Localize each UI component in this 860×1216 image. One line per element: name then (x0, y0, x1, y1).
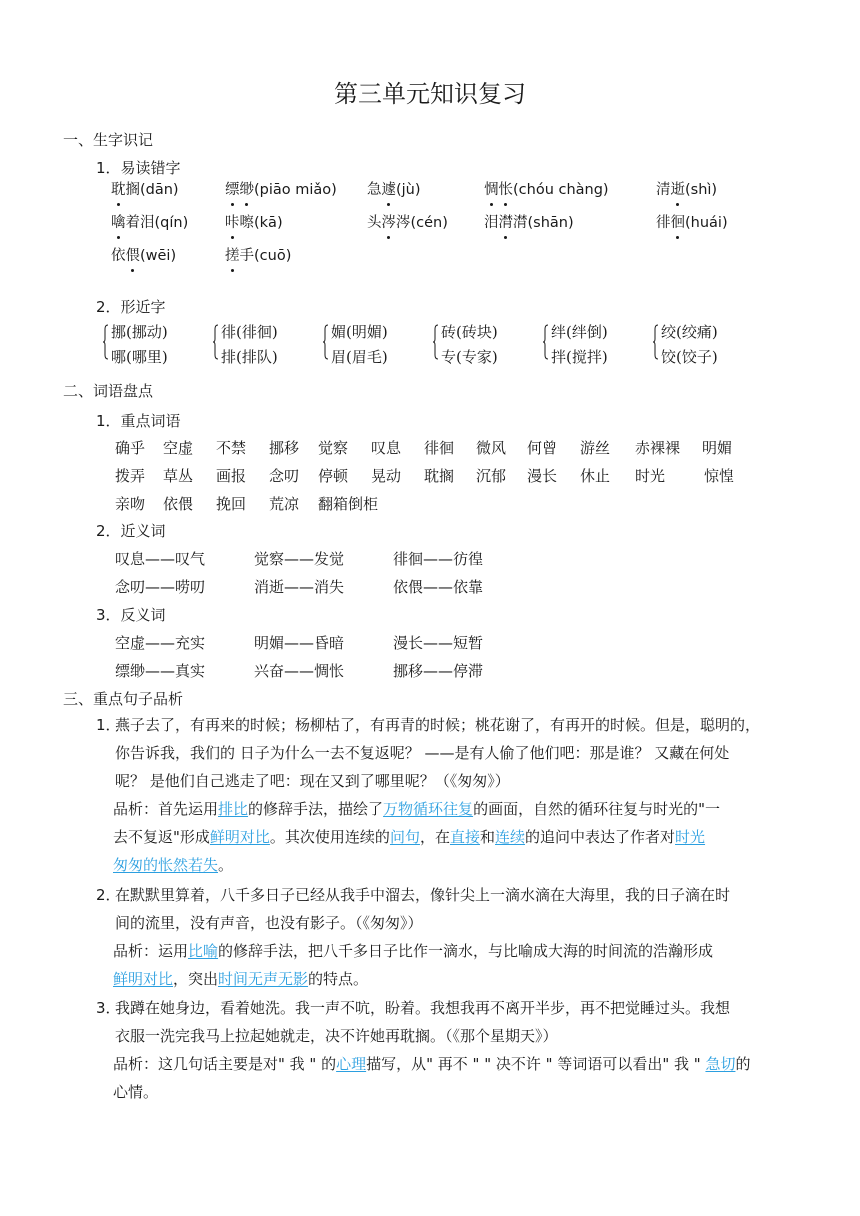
analysis-text: 去不复返"形成 (113, 828, 210, 846)
sentence-number: 2． (96, 886, 121, 904)
key-word: 漫长 (527, 467, 558, 485)
char-pinyin: (piāo miǎo) (254, 182, 337, 198)
dotted-char: 噙 (111, 215, 126, 231)
analysis-text: 品析：这几句话主要是对" 我 " 的 (113, 1055, 337, 1073)
char-pinyin: 潸(shān) (513, 215, 574, 231)
key-word: 挪移 (269, 439, 300, 457)
similar-char-b: 排(排队) (221, 348, 278, 366)
dotted-char: 缈 (239, 182, 254, 198)
synonym-pair: 依偎——依靠 (393, 578, 484, 596)
dotted-char: 惆 (484, 182, 499, 198)
similar-char-b: 眉(眉毛) (331, 348, 388, 366)
sentence-line: 衣服一洗完我马上拉起她就走，决不许她再耽搁。（《那个星期天》） (115, 1027, 558, 1045)
misread-char-item (225, 180, 337, 200)
char-text: 急 (367, 182, 382, 198)
misread-char-item (656, 180, 717, 200)
highlight-keyword: 时间无声无影 (218, 970, 309, 988)
char-pinyin: 手(cuō) (239, 248, 292, 264)
dotted-char: 搓 (225, 248, 240, 264)
analysis-line (113, 965, 368, 993)
similar-char-b: 哪(哪里) (111, 348, 168, 366)
key-word: 沉郁 (476, 467, 507, 485)
similar-char-a: 绊(绊倒) (551, 323, 608, 341)
char-pinyin: 涔(cén) (396, 215, 448, 231)
antonym-pair: 挪移——停滞 (393, 662, 484, 680)
antonym-pair: 明媚——昏暗 (254, 634, 345, 652)
key-word: 不禁 (216, 439, 247, 457)
analysis-text: 描写，从" 再不 " " 决不许 " 等词语可以看出" 我 " (366, 1055, 706, 1073)
analysis-text: 心情。 (113, 1083, 159, 1101)
char-pinyin: 嚓(kā) (239, 215, 283, 231)
analysis-line (113, 851, 233, 879)
dotted-char: 缥 (225, 182, 240, 198)
antonym-pair: 兴奋——惆怅 (254, 662, 345, 680)
subheading-similar-chars: 2．形近字 (96, 298, 166, 316)
key-word: 游丝 (580, 439, 611, 457)
key-word: 拨弄 (115, 467, 146, 485)
key-word: 草丛 (163, 467, 194, 485)
key-word: 耽搁 (424, 467, 455, 485)
sentence-line: 燕子去了，有再来的时候；杨柳枯了，有再青的时候；桃花谢了，有再开的时候。但是，聪明的， (115, 716, 761, 734)
analysis-text: ，突出 (173, 970, 219, 988)
sentence-line: 呢？ 是他们自己逃走了吧：现在又到了哪里呢？（《匆匆》） (115, 772, 510, 790)
sentence-line: 我蹲在她身边，看着她洗。我一声不吭，盼着。我想我再不离开半步，再不把觉睡过头。我想 (115, 999, 731, 1017)
char-text: 依 (111, 248, 126, 264)
highlight-keyword: 急切 (705, 1055, 736, 1073)
analysis-text: 。其次使用连续的 (269, 828, 390, 846)
highlight-keyword: 匆匆的怅然若失 (113, 856, 219, 874)
misread-char-item (225, 246, 291, 266)
key-word: 画报 (216, 467, 247, 485)
char-text: 头 (367, 215, 382, 231)
brace-icon (543, 324, 549, 360)
key-word: 晃动 (371, 467, 402, 485)
analysis-text: 的追问中表达了作者对 (525, 828, 676, 846)
dotted-char: 徊 (670, 215, 685, 231)
key-word: 徘徊 (424, 439, 455, 457)
sentence-line: 在默默里算着，八千多日子已经从我手中溜去，像针尖上一滴水滴在大海里，我的日子滴在时 (115, 886, 731, 904)
misread-char-item (111, 213, 188, 233)
highlight-keyword: 问句 (389, 828, 420, 846)
sentence-number: 3． (96, 999, 121, 1017)
misread-char-item (367, 180, 421, 200)
similar-char-b: 饺(饺子) (661, 348, 718, 366)
dotted-char: 逝 (670, 182, 685, 198)
char-text: 徘 (656, 215, 671, 231)
misread-char-item (484, 180, 609, 200)
sentence-number: 1． (96, 716, 121, 734)
key-word: 空虚 (163, 439, 194, 457)
similar-char-a: 砖(砖块) (441, 323, 498, 341)
section-heading-1: 一、生字识记 (63, 131, 154, 149)
dotted-char: 偎 (125, 248, 140, 264)
char-text: 泪 (484, 215, 499, 231)
misread-char-item (656, 213, 728, 233)
antonym-pair: 漫长——短暂 (393, 634, 484, 652)
highlight-keyword: 排比 (218, 800, 249, 818)
analysis-text: 品析：运用 (113, 942, 189, 960)
key-word: 确乎 (115, 439, 146, 457)
section-heading-3: 三、重点句子品析 (63, 690, 184, 708)
char-pinyin: (shì) (685, 182, 718, 198)
dotted-char: 耽 (111, 182, 126, 198)
subheading-synonyms: 2．近义词 (96, 522, 166, 540)
highlight-keyword: 直接 (449, 828, 480, 846)
highlight-keyword: 比喻 (188, 942, 219, 960)
dotted-char: 怅 (498, 182, 513, 198)
key-word: 休止 (580, 467, 611, 485)
similar-char-b: 拌(搅拌) (551, 348, 608, 366)
analysis-text: ，在 (419, 828, 450, 846)
analysis-line (113, 795, 720, 823)
synonym-pair: 念叨——唠叨 (115, 578, 206, 596)
analysis-text: 的画面，自然的循环往复与时光的"一 (473, 800, 720, 818)
char-pinyin: 搁(dān) (125, 182, 179, 198)
antonym-pair: 缥缈——真实 (115, 662, 206, 680)
similar-char-a: 挪(挪动) (111, 323, 168, 341)
key-word: 念叨 (269, 467, 300, 485)
misread-char-item (111, 246, 176, 266)
sentence-line: 间的流里，没有声音，也没有影子。（《匆匆》） (115, 914, 423, 932)
key-word: 翻箱倒柜 (318, 495, 379, 513)
key-word: 依偎 (163, 495, 194, 513)
char-pinyin: 着泪(qín) (125, 215, 189, 231)
brace-icon (213, 324, 219, 360)
highlight-keyword: 心理 (336, 1055, 367, 1073)
similar-char-b: 专(专家) (441, 348, 498, 366)
highlight-keyword: 万物循环往复 (383, 800, 474, 818)
synonym-pair: 消逝——消失 (254, 578, 345, 596)
subheading-key-words: 1．重点词语 (96, 412, 181, 430)
synonym-pair: 叹息——叹气 (115, 550, 206, 568)
key-word: 荒凉 (269, 495, 300, 513)
char-pinyin: (chóu chàng) (513, 182, 609, 198)
key-word: 觉察 (318, 439, 349, 457)
dotted-char: 涔 (381, 215, 396, 231)
highlight-keyword: 连续 (495, 828, 526, 846)
key-word: 挽回 (216, 495, 247, 513)
synonym-pair: 觉察——发觉 (254, 550, 345, 568)
key-word: 叹息 (371, 439, 402, 457)
brace-icon (433, 324, 439, 360)
analysis-line (113, 937, 713, 965)
key-word: 何曾 (527, 439, 558, 457)
synonym-pair: 徘徊——彷徨 (393, 550, 484, 568)
key-word: 微风 (476, 439, 507, 457)
analysis-line (113, 1050, 750, 1078)
brace-icon (653, 324, 659, 360)
char-pinyin: (huái) (685, 215, 728, 231)
key-word: 赤裸裸 (635, 439, 681, 457)
sentence-line: 你告诉我，我们的 日子为什么一去不复返呢？ ——是有人偷了他们吧：那是谁？ 又藏在何处 (115, 744, 730, 762)
misread-char-item (484, 213, 574, 233)
misread-char-item (225, 213, 283, 233)
key-word: 停顿 (318, 467, 349, 485)
char-pinyin: (jù) (396, 182, 421, 198)
highlight-keyword: 鲜明对比 (209, 828, 270, 846)
similar-char-a: 绞(绞痛) (661, 323, 718, 341)
dotted-char: 潸 (498, 215, 513, 231)
analysis-line (113, 823, 705, 851)
brace-icon (323, 324, 329, 360)
analysis-text: 和 (479, 828, 495, 846)
antonym-pair: 空虚——充实 (115, 634, 206, 652)
analysis-text: 的特点。 (308, 970, 369, 988)
misread-char-item (111, 180, 179, 200)
analysis-text: 的修辞手法，描绘了 (248, 800, 384, 818)
brace-icon (103, 324, 109, 360)
section-heading-2: 二、词语盘点 (63, 382, 154, 400)
page-title: 第三单元知识复习 (334, 80, 526, 108)
analysis-line (113, 1078, 158, 1106)
similar-char-a: 徘(徘徊) (221, 323, 278, 341)
analysis-text: 的修辞手法，把八千多日子比作一滴水，与比喻成大海的时间流的浩瀚形成 (218, 942, 714, 960)
similar-char-a: 媚(明媚) (331, 323, 388, 341)
key-word: 时光 (635, 467, 666, 485)
analysis-text: 品析：首先运用 (113, 800, 219, 818)
subheading-easy-misread: 1．易读错字 (96, 159, 181, 177)
subheading-antonyms: 3．反义词 (96, 606, 166, 624)
analysis-text: 的 (735, 1055, 751, 1073)
char-pinyin: (wēi) (140, 248, 177, 264)
key-word: 惊惶 (704, 467, 735, 485)
misread-char-item (367, 213, 448, 233)
dotted-char: 咔 (225, 215, 240, 231)
analysis-text: 。 (218, 856, 234, 874)
highlight-keyword: 时光 (675, 828, 706, 846)
key-word: 明媚 (702, 439, 733, 457)
highlight-keyword: 鲜明对比 (113, 970, 174, 988)
dotted-char: 遽 (381, 182, 396, 198)
key-word: 亲吻 (115, 495, 146, 513)
char-text: 清 (656, 182, 671, 198)
